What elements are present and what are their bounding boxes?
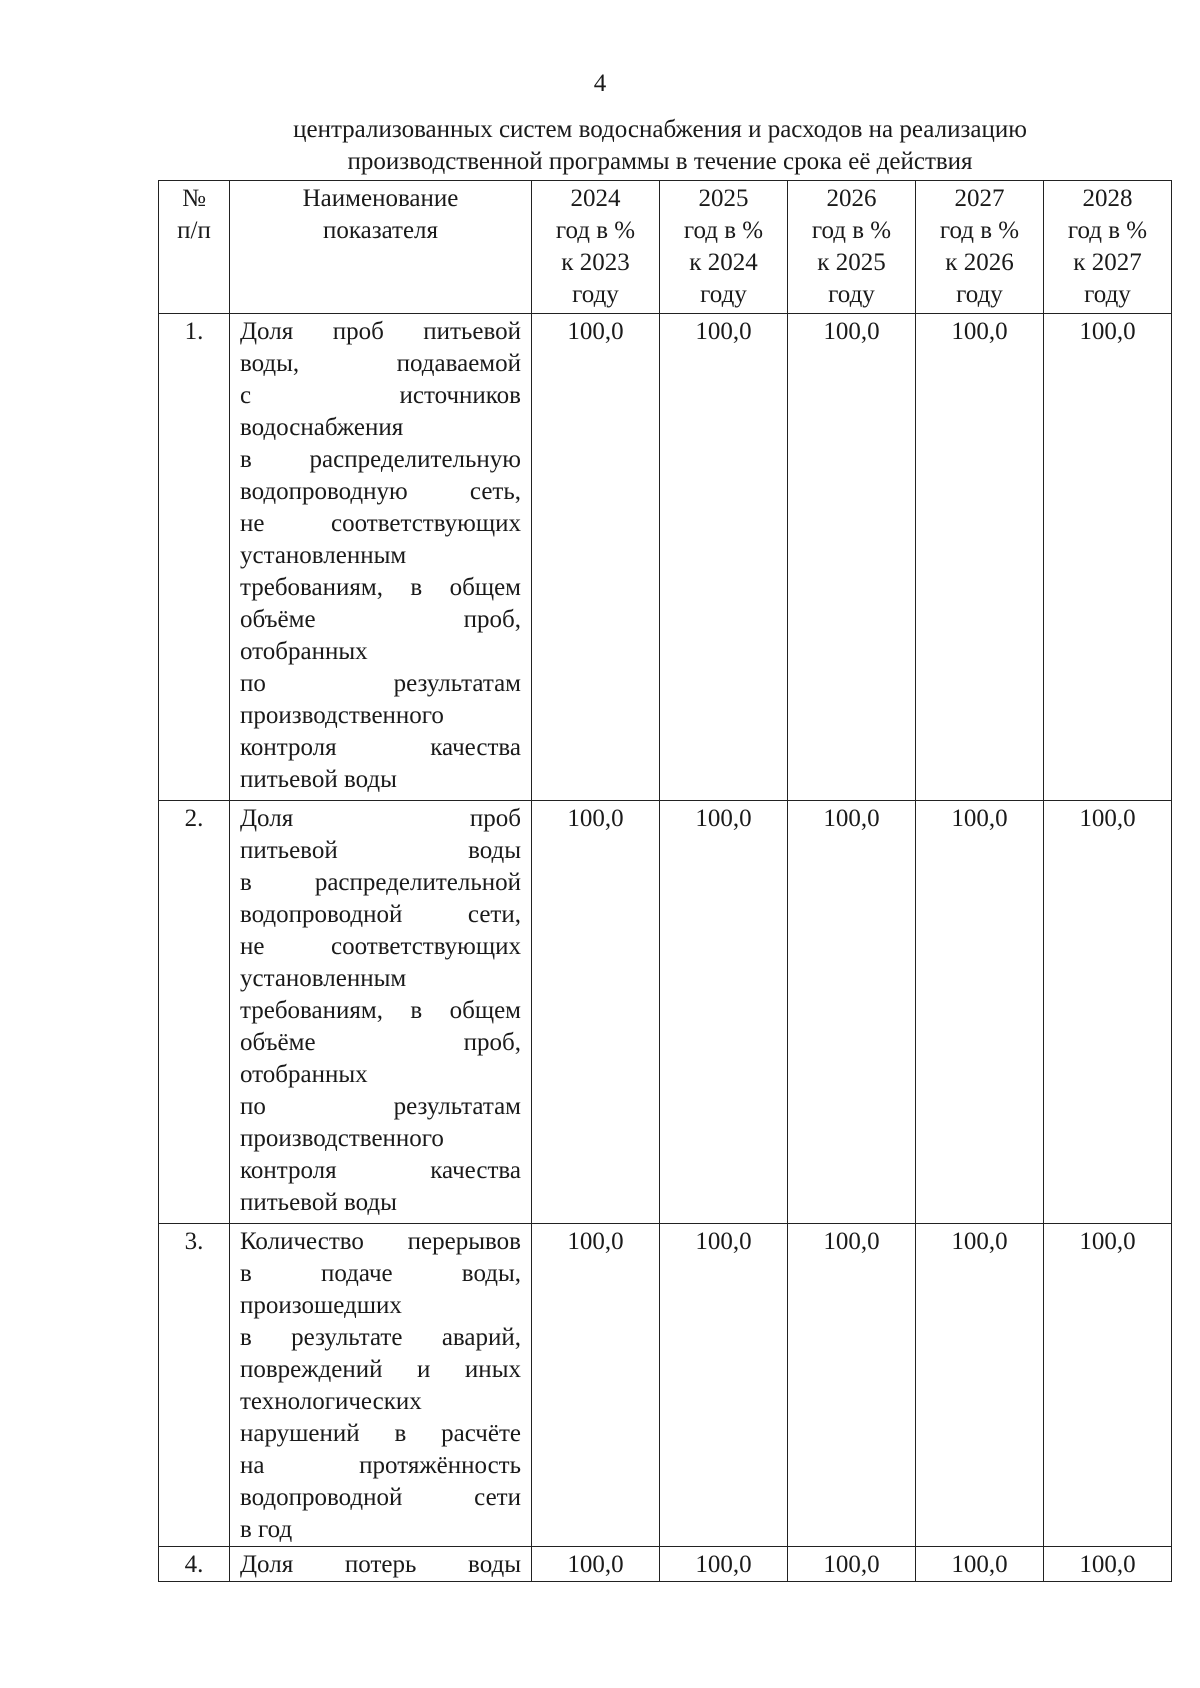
table-row	[159, 1224, 1172, 1547]
name-line: в распределительную	[240, 446, 521, 473]
header-text: год в %	[555, 217, 636, 244]
header-text: год в %	[939, 217, 1020, 244]
value-cell-2027: 100,0	[916, 801, 1044, 1224]
row-number: 4.	[159, 1547, 230, 1582]
name-line: отобранных	[240, 638, 368, 665]
name-line: контроля качества	[240, 1157, 521, 1184]
indicator-name	[230, 1224, 532, 1547]
header-year-2028	[1044, 181, 1172, 314]
name-line: нарушений в расчёте	[240, 1420, 521, 1447]
indicator-name	[230, 314, 532, 801]
name-line: Количество перерывов	[240, 1228, 521, 1255]
name-line: не соответствующих	[240, 933, 521, 960]
header-text: год в %	[1067, 217, 1148, 244]
header-year-2026	[788, 181, 916, 314]
table-header-row	[159, 181, 1172, 314]
name-line: водопроводной сети	[240, 1484, 521, 1511]
header-year-2025	[660, 181, 788, 314]
header-text: к 2024	[689, 249, 758, 276]
value-cell-2027: 100,0	[916, 314, 1044, 801]
name-line: технологических	[240, 1388, 422, 1415]
table-row	[159, 314, 1172, 801]
header-text: №	[182, 185, 206, 212]
name-line: в распределительной	[240, 869, 521, 896]
header-text: к 2025	[817, 249, 886, 276]
name-line: Доля проб	[240, 805, 521, 832]
value-cell-2028: 100,0	[1044, 314, 1172, 801]
table-heading	[160, 114, 1160, 178]
name-line: в результате аварий,	[240, 1324, 521, 1351]
indicators-table-wrap	[158, 180, 1172, 1582]
header-text: Наименование	[302, 185, 459, 212]
value-cell-2024: 100,0	[532, 1224, 660, 1547]
name-line: отобранных	[240, 1061, 368, 1088]
name-line: произошедших	[240, 1292, 402, 1319]
header-text: году	[1084, 281, 1131, 308]
name-line: требованиям, в общем	[240, 574, 521, 601]
indicators-table	[158, 180, 1172, 1582]
name-line: требованиям, в общем	[240, 997, 521, 1024]
value-cell-2028: 100,0	[1044, 801, 1172, 1224]
name-line: питьевой воды	[240, 766, 397, 793]
value-cell-2027: 100,0	[916, 1224, 1044, 1547]
value-cell-2026: 100,0	[788, 1547, 916, 1582]
header-text: году	[700, 281, 747, 308]
value-cell-2028: 100,0	[1044, 1224, 1172, 1547]
header-text: к 2023	[561, 249, 630, 276]
page-number: 4	[593, 70, 607, 97]
name-line: Доля потерь воды	[240, 1551, 521, 1578]
table-row	[159, 801, 1172, 1224]
header-text: показателя	[322, 217, 439, 244]
name-line: водопроводной сети,	[240, 901, 521, 928]
header-year-2027	[916, 181, 1044, 314]
name-line: повреждений и иных	[240, 1356, 521, 1383]
header-text: к 2027	[1073, 249, 1142, 276]
value-cell-2026: 100,0	[788, 801, 916, 1224]
value-cell-2028: 100,0	[1044, 1547, 1172, 1582]
name-line: объёме проб,	[240, 606, 521, 633]
name-line: на протяжённость	[240, 1452, 521, 1479]
header-year-2024	[532, 181, 660, 314]
name-line: по результатам	[240, 1093, 521, 1120]
row-number: 3.	[159, 1224, 230, 1547]
name-line: воды, подаваемой	[240, 350, 521, 377]
header-num	[159, 181, 230, 314]
value-cell-2026: 100,0	[788, 314, 916, 801]
header-text: 2027	[954, 185, 1005, 212]
header-text: к 2026	[945, 249, 1014, 276]
value-cell-2024: 100,0	[532, 801, 660, 1224]
heading-line: производственной программы в течение срока её действия	[347, 148, 973, 175]
table-row	[159, 1547, 1172, 1582]
name-line: водопроводную сеть,	[240, 478, 521, 505]
value-cell-2025: 100,0	[660, 314, 788, 801]
header-text: году	[828, 281, 875, 308]
value-cell-2025: 100,0	[660, 801, 788, 1224]
header-text: п/п	[177, 217, 211, 244]
name-line: не соответствующих	[240, 510, 521, 537]
header-text: 2024	[570, 185, 621, 212]
name-line: водоснабжения	[240, 414, 404, 441]
value-cell-2025: 100,0	[660, 1224, 788, 1547]
name-line: объёме проб,	[240, 1029, 521, 1056]
value-cell-2024: 100,0	[532, 314, 660, 801]
name-line: питьевой воды	[240, 1189, 397, 1216]
heading-line: централизованных систем водоснабжения и расходов на реализацию	[293, 116, 1027, 143]
indicator-name	[230, 1547, 532, 1582]
header-text: год в %	[811, 217, 892, 244]
name-line: контроля качества	[240, 734, 521, 761]
header-text: году	[956, 281, 1003, 308]
name-line: установленным	[240, 542, 407, 569]
header-text: 2028	[1082, 185, 1133, 212]
name-line: производственного	[240, 1125, 444, 1152]
name-line: установленным	[240, 965, 407, 992]
name-line: в подаче воды,	[240, 1260, 521, 1287]
indicator-name	[230, 801, 532, 1224]
header-text: году	[572, 281, 619, 308]
header-text: 2025	[698, 185, 749, 212]
name-line: Доля проб питьевой	[240, 318, 521, 345]
name-line: в год	[240, 1516, 293, 1543]
value-cell-2027: 100,0	[916, 1547, 1044, 1582]
row-number: 2.	[159, 801, 230, 1224]
header-name	[230, 181, 532, 314]
row-number: 1.	[159, 314, 230, 801]
name-line: производственного	[240, 702, 444, 729]
name-line: по результатам	[240, 670, 521, 697]
value-cell-2024: 100,0	[532, 1547, 660, 1582]
value-cell-2025: 100,0	[660, 1547, 788, 1582]
header-text: год в %	[683, 217, 764, 244]
name-line: с источников	[240, 382, 521, 409]
value-cell-2026: 100,0	[788, 1224, 916, 1547]
header-text: 2026	[826, 185, 877, 212]
name-line: питьевой воды	[240, 837, 521, 864]
